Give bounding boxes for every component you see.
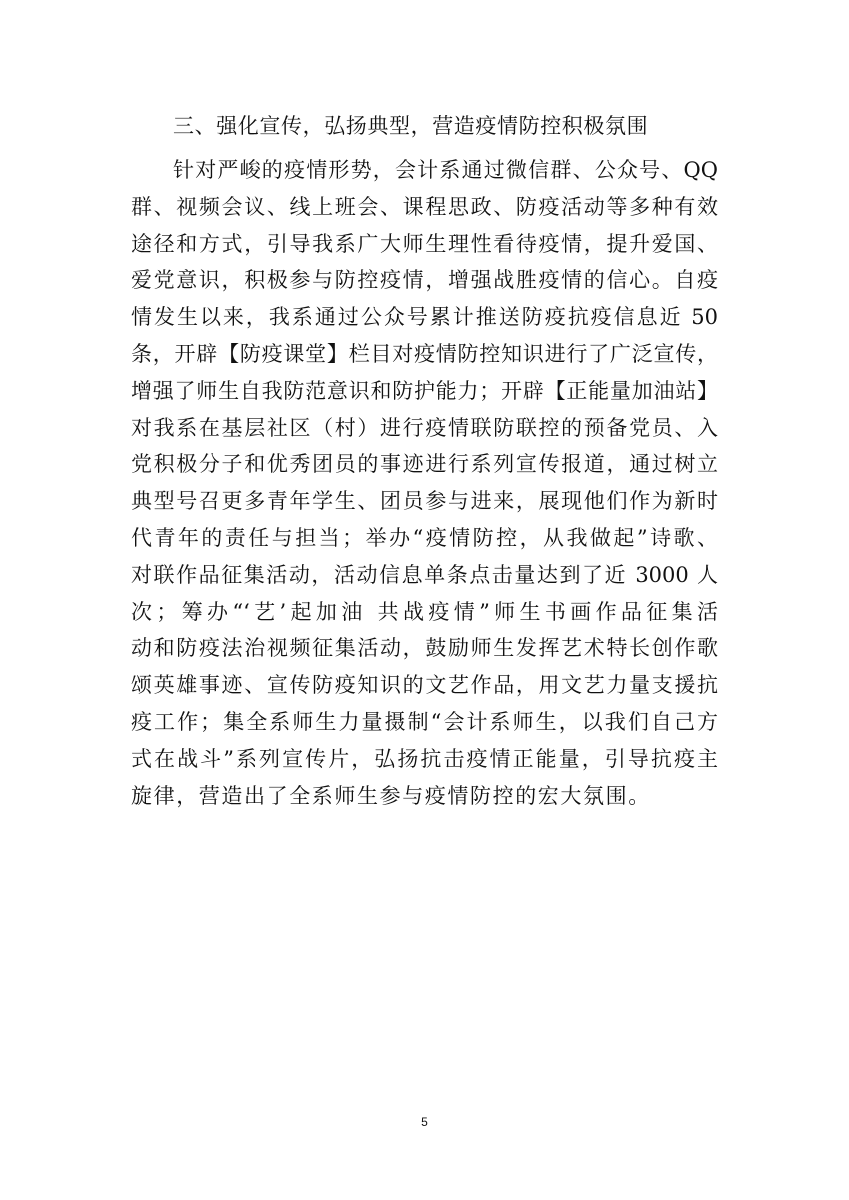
paragraph-line: 对联作品征集活动，活动信息单条点击量达到了近 3000 人 [131,562,718,587]
paragraph-line: 党积极分子和优秀团员的事迹进行系列宣传报道，通过树立 [131,452,718,477]
paragraph-line: 途径和方式，引导我系广大师生理性看待疫情，提升爱国、 [131,231,718,256]
section-heading: 三、强化宣传，弘扬典型，营造疫情防控积极氛围 [173,114,649,138]
body-paragraph [131,152,718,814]
paragraph-line: 群、视频会议、线上班会、课程思政、防疫活动等多种有效 [131,194,718,219]
paragraph-line: 针对严峻的疫情形势，会计系通过微信群、公众号、QQ [173,158,718,182]
paragraph-line: 典型号召更多青年学生、团员参与进来，展现他们作为新时 [131,489,718,514]
paragraph-line: 颂英雄事迹、宣传防疫知识的文艺作品，用文艺力量支援抗 [131,673,718,698]
paragraph-line: 条，开辟【防疫课堂】栏目对疫情防控知识进行了广泛宣传， [131,341,718,366]
paragraph-line: 疫工作；集全系师生力量摄制“会计系师生，以我们自己方 [131,709,718,734]
page-number: 5 [421,1115,428,1129]
paragraph-line: 动和防疫法治视频征集活动，鼓励师生发挥艺术特长创作歌 [131,636,718,661]
paragraph-line: 次；筹办“‘艺’起加油 共战疫情”师生书画作品征集活 [131,599,718,624]
paragraph-line: 情发生以来，我系通过公众号累计推送防疫抗疫信息近 50 [131,305,718,330]
paragraph-line: 代青年的责任与担当；举办“疫情防控，从我做起”诗歌、 [131,525,718,550]
paragraph-line: 旋律，营造出了全系师生参与疫情防控的宏大氛围。 [131,783,651,808]
paragraph-line: 增强了师生自我防范意识和防护能力；开辟【正能量加油站】 [131,378,718,403]
paragraph-line: 对我系在基层社区（村）进行疫情联防联控的预备党员、入 [131,415,718,440]
paragraph-line: 式在战斗”系列宣传片，弘扬抗击疫情正能量，引导抗疫主 [131,746,718,771]
paragraph-line: 爱党意识，积极参与防控疫情，增强战胜疫情的信心。自疫 [131,268,718,293]
